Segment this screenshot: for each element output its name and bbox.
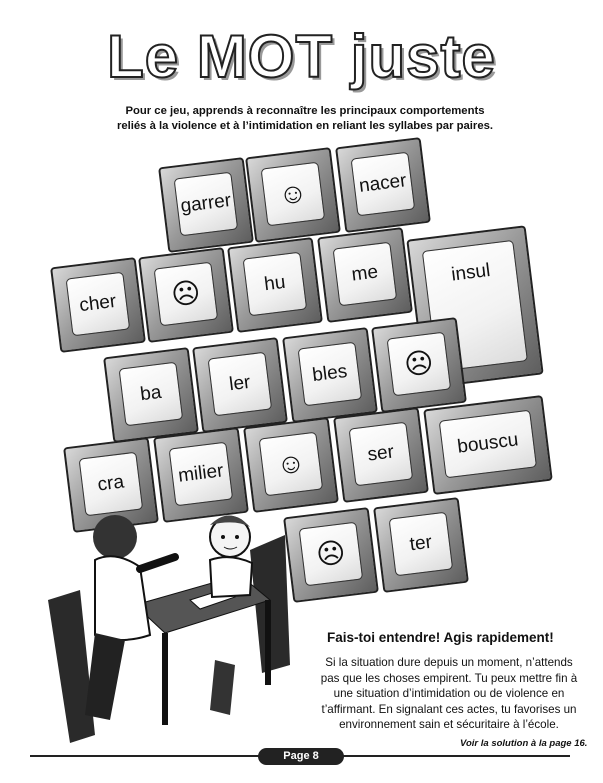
page-number: Page 8	[258, 748, 344, 765]
callout-body: Si la situation dure depuis un moment, n’attends pas que les choses empirent. Tu peux mettre fin à une situation d’intimidation ou de violence en t’affirmant. En signalant ces actes, tu favorises un environnement sain et sécuritaire à l’école.	[320, 656, 578, 731]
key-label: ser	[366, 441, 396, 466]
key-bles[interactable]	[282, 327, 378, 423]
callout-heading: Fais-toi entendre! Agis rapidement!	[327, 630, 554, 645]
grimace-icon: ☹	[402, 346, 436, 381]
key-garrer[interactable]	[158, 157, 254, 253]
key-angry[interactable]	[138, 247, 234, 343]
key-cher[interactable]	[50, 257, 146, 353]
key-label: milier	[177, 460, 225, 487]
key-hu[interactable]	[227, 237, 323, 333]
key-ler[interactable]	[192, 337, 288, 433]
intro-text: Pour ce jeu, apprends à reconnaître les principaux comportements reliés à la violence et à l’intimidation en reliant les syllabes par paires.	[116, 105, 494, 132]
key-wink[interactable]	[243, 417, 339, 513]
key-nacer[interactable]	[335, 137, 431, 233]
key-label: cher	[78, 290, 118, 317]
key-label: cra	[96, 471, 126, 496]
key-ba[interactable]	[103, 347, 199, 443]
page-title: Le MOT juste	[107, 23, 496, 90]
key-ser[interactable]	[333, 407, 429, 503]
key-label: hu	[263, 271, 287, 296]
solution-note: Voir la solution à la page 16.	[460, 738, 588, 749]
key-label: ba	[139, 381, 163, 406]
key-grimace[interactable]	[371, 317, 467, 413]
angry-icon: ☹	[169, 276, 203, 311]
key-label: ler	[228, 371, 252, 396]
key-smile[interactable]	[245, 147, 341, 243]
key-label: insul	[450, 259, 492, 286]
children-at-desk-illustration	[40, 505, 310, 745]
sad-icon: ☹	[314, 536, 348, 571]
key-label: bouscu	[456, 429, 520, 458]
key-label: ter	[408, 531, 434, 556]
key-ter[interactable]	[373, 497, 469, 593]
key-bouscu[interactable]	[423, 395, 553, 495]
key-label: garrer	[179, 190, 233, 218]
smile-icon: ☺	[276, 176, 309, 211]
key-label: nacer	[357, 170, 408, 197]
key-label: me	[350, 261, 380, 286]
key-label: bles	[311, 360, 349, 387]
wink-icon: ☺	[274, 446, 307, 481]
key-me[interactable]	[317, 227, 413, 323]
